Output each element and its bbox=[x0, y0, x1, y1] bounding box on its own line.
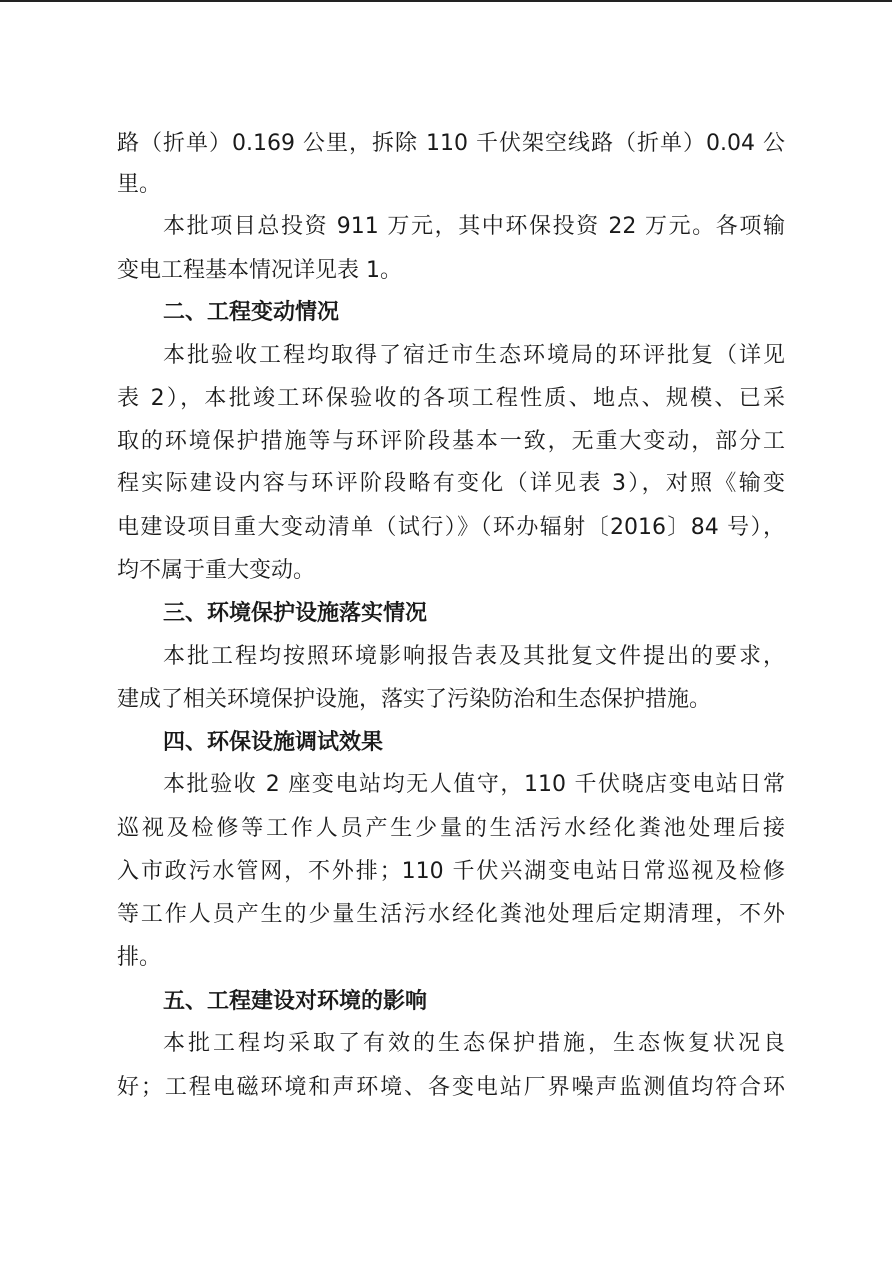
paragraph-line: 本批验收 2 座变电站均无人值守，110 千伏晓店变电站日常 bbox=[163, 772, 785, 797]
paragraph-line: 均不属于重大变动。 bbox=[117, 558, 316, 583]
section-heading-4: 四、环保设施调试效果 bbox=[163, 730, 384, 755]
paragraph-line: 好；工程电磁环境和声环境、各变电站厂界噪声监测值均符合环 bbox=[117, 1075, 785, 1100]
paragraph-line: 取的环境保护措施等与环评阶段基本一致，无重大变动，部分工 bbox=[117, 429, 785, 454]
paragraph-line: 入市政污水管网，不外排；110 千伏兴湖变电站日常巡视及检修 bbox=[117, 859, 785, 884]
paragraph-line: 电建设项目重大变动清单（试行）》（环办辐射〔2016〕84 号）， bbox=[117, 515, 785, 540]
paragraph-line: 建成了相关环境保护设施，落实了污染防治和生态保护措施。 bbox=[117, 687, 712, 712]
paragraph-line: 本批项目总投资 911 万元，其中环保投资 22 万元。各项输 bbox=[163, 214, 785, 239]
section-heading-3: 三、环境保护设施落实情况 bbox=[163, 601, 428, 626]
paragraph-line: 表 2），本批竣工环保验收的各项工程性质、地点、规模、已采 bbox=[117, 386, 785, 411]
paragraph-line: 排。 bbox=[117, 945, 162, 970]
section-heading-5: 五、工程建设对环境的影响 bbox=[163, 989, 428, 1014]
paragraph-line: 里。 bbox=[117, 172, 162, 197]
paragraph-line: 本批验收工程均取得了宿迁市生态环境局的环评批复（详见 bbox=[163, 343, 785, 368]
paragraph-line: 本批工程均采取了有效的生态保护措施，生态恢复状况良 bbox=[163, 1031, 785, 1056]
paragraph-line: 路（折单）0.169 公里，拆除 110 千伏架空线路（折单）0.04 公 bbox=[117, 131, 785, 156]
section-heading-2: 二、工程变动情况 bbox=[163, 300, 340, 325]
paragraph-line: 本批工程均按照环境影响报告表及其批复文件提出的要求， bbox=[163, 644, 785, 669]
page-top-border bbox=[0, 0, 892, 2]
paragraph-line: 等工作人员产生的少量生活污水经化粪池处理后定期清理，不外 bbox=[117, 902, 785, 927]
paragraph-line: 变电工程基本情况详见表 1。 bbox=[117, 258, 402, 283]
paragraph-line: 巡视及检修等工作人员产生少量的生活污水经化粪池处理后接 bbox=[117, 816, 785, 841]
paragraph-line: 程实际建设内容与环评阶段略有变化（详见表 3），对照《输变 bbox=[117, 471, 785, 496]
